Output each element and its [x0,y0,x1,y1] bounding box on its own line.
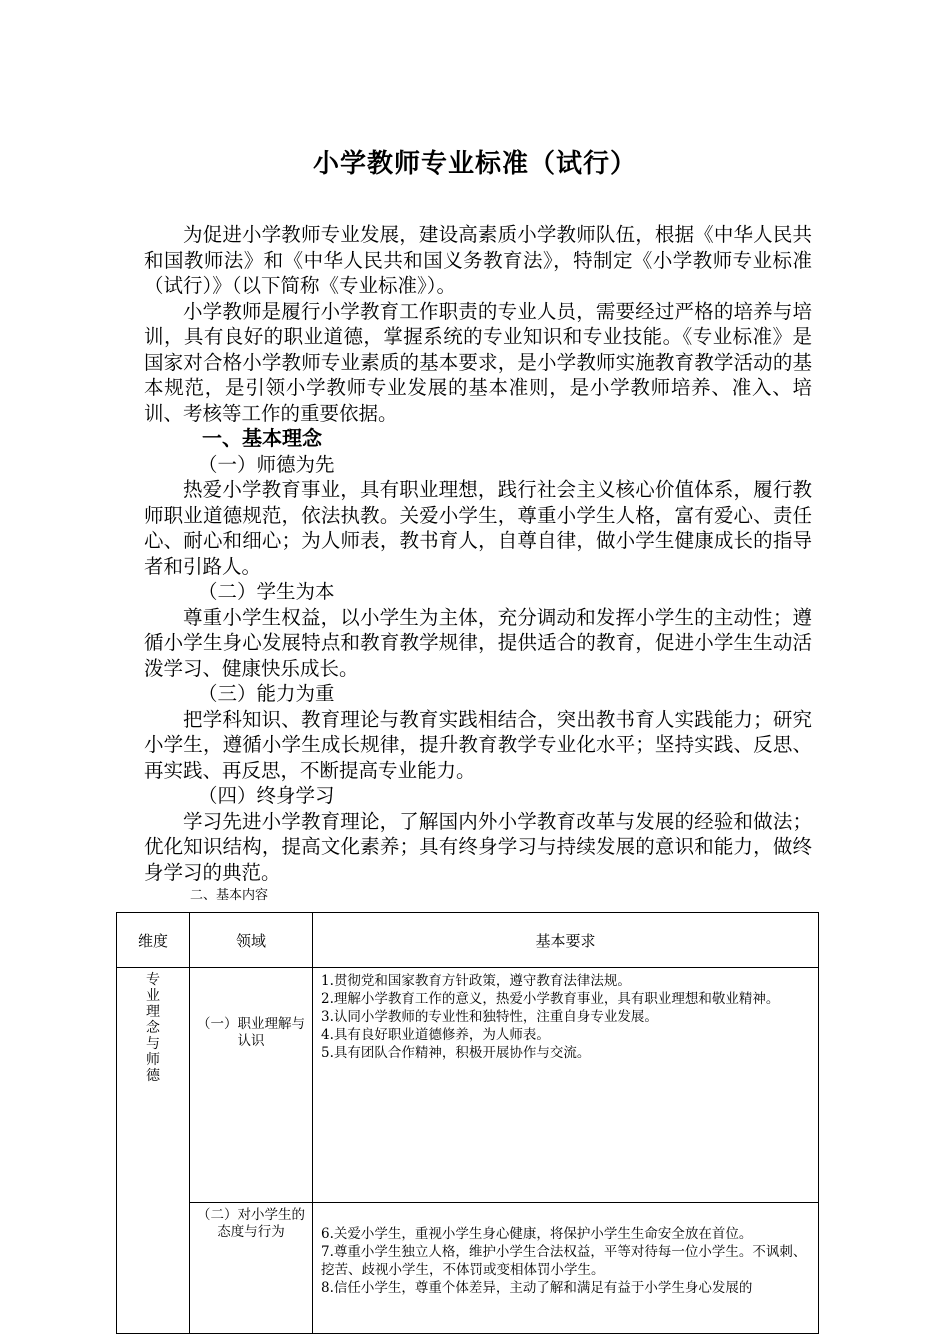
subsection-heading: （一）师德为先 [198,452,335,476]
requirement-item: 8.信任小学生，尊重个体差异，主动了解和满足有益于小学生身心发展的 [321,1280,753,1296]
table-header-row [117,913,819,968]
dimension-char: 念 [146,1020,160,1036]
dimension-char: 德 [146,1068,160,1084]
section-heading: 一、基本理念 [202,426,322,450]
field-cell: （二）对小学生的态度与行为 [190,1203,313,1334]
requirement-item: 7.尊重小学生独立人格，维护小学生合法权益，平等对待每一位小学生。不讽刺、挖苦、歧视小学生，不体罚或变相体罚小学生。 [321,1244,807,1278]
requirement-item: 6.关爱小学生，重视小学生身心健康，将保护小学生生命安全放在首位。 [321,1226,753,1242]
header-requirements: 基本要求 [313,913,819,968]
dimension-cell [117,968,190,1334]
subsection-heading: （三）能力为重 [198,682,335,705]
requirement-item: 5.具有团队合作精神，积极开展协作与交流。 [321,1045,591,1061]
document-body [144,222,812,907]
requirements-cell [313,1203,819,1334]
requirement-item: 3.认同小学教师的专业性和独特性，注重自身专业发展。 [321,1009,658,1025]
intro-paragraph: 小学教师是履行小学教育工作职责的专业人员，需要经过严格的培养与培训，具有良好的职业道德，掌握系统的专业知识和专业技能。《专业标准》是国家对合格小学教师专业素质的基本要求，是小学教师实施教育教学活动的基本规范，是引领小学教师专业发展的基本准则，是小学教师培养、准入、培训、考核等工作的重要依据。 [144,299,812,425]
subsection-paragraph: 把学科知识、教育理论与教育实践相结合，突出教书育人实践能力；研究小学生，遵循小学生成长规律，提升教育教学专业化水平；坚持实践、反思、再实践、再反思，不断提高专业能力。 [144,707,812,782]
page-title: 小学教师专业标准（试行） [312,149,637,179]
standards-table [116,912,819,1334]
header-field: 领域 [190,913,313,968]
dimension-char: 理 [146,1004,160,1020]
requirement-item: 4.具有良好职业道德修养，为人师表。 [321,1027,550,1043]
requirement-item: 2.理解小学教育工作的意义，热爱小学教育事业，具有职业理想和敬业精神。 [321,991,780,1007]
subsection-paragraph: 学习先进小学教育理论，了解国内外小学教育改革与发展的经验和做法；优化知识结构，提高文化素养；具有终身学习与持续发展的意识和能力，做终身学习的典范。 [144,809,812,884]
header-dimension: 维度 [117,913,190,968]
dimension-char: 与 [146,1036,160,1052]
section-heading: 二、基本内容 [190,888,269,903]
intro-paragraph: 为促进小学教师专业发展，建设高素质小学教师队伍，根据《中华人民共和国教师法》和《中华人民共和国义务教育法》，特制定《小学教师专业标准（试行）》（以下简称《专业标准》）。 [144,223,812,297]
requirement-item: 1.贯彻党和国家教育方针政策，遵守教育法律法规。 [321,973,631,989]
dimension-char: 专 [146,972,160,988]
table-row [117,1203,819,1334]
subsection-paragraph: 尊重小学生权益，以小学生为主体，充分调动和发挥小学生的主动性；遵循小学生身心发展特点和教育教学规律，提供适合的教育，促进小学生生动活泼学习、健康快乐成长。 [144,605,812,680]
dimension-char: 师 [146,1052,160,1068]
requirements-cell [313,968,819,1203]
field-cell: （一）职业理解与认识 [190,968,313,1203]
dimension-char: 业 [146,988,160,1004]
subsection-paragraph: 热爱小学教育事业，具有职业理想，践行社会主义核心价值体系，履行教师职业道德规范，依法执教。关爱小学生，尊重小学生人格，富有爱心、责任心、耐心和细心；为人师表，教书育人，自尊自律，做小学生健康成长的指导者和引路人。 [144,478,812,578]
subsection-heading: （四）终身学习 [198,784,335,807]
table-row [117,968,819,1203]
subsection-heading: （二）学生为本 [198,580,335,603]
